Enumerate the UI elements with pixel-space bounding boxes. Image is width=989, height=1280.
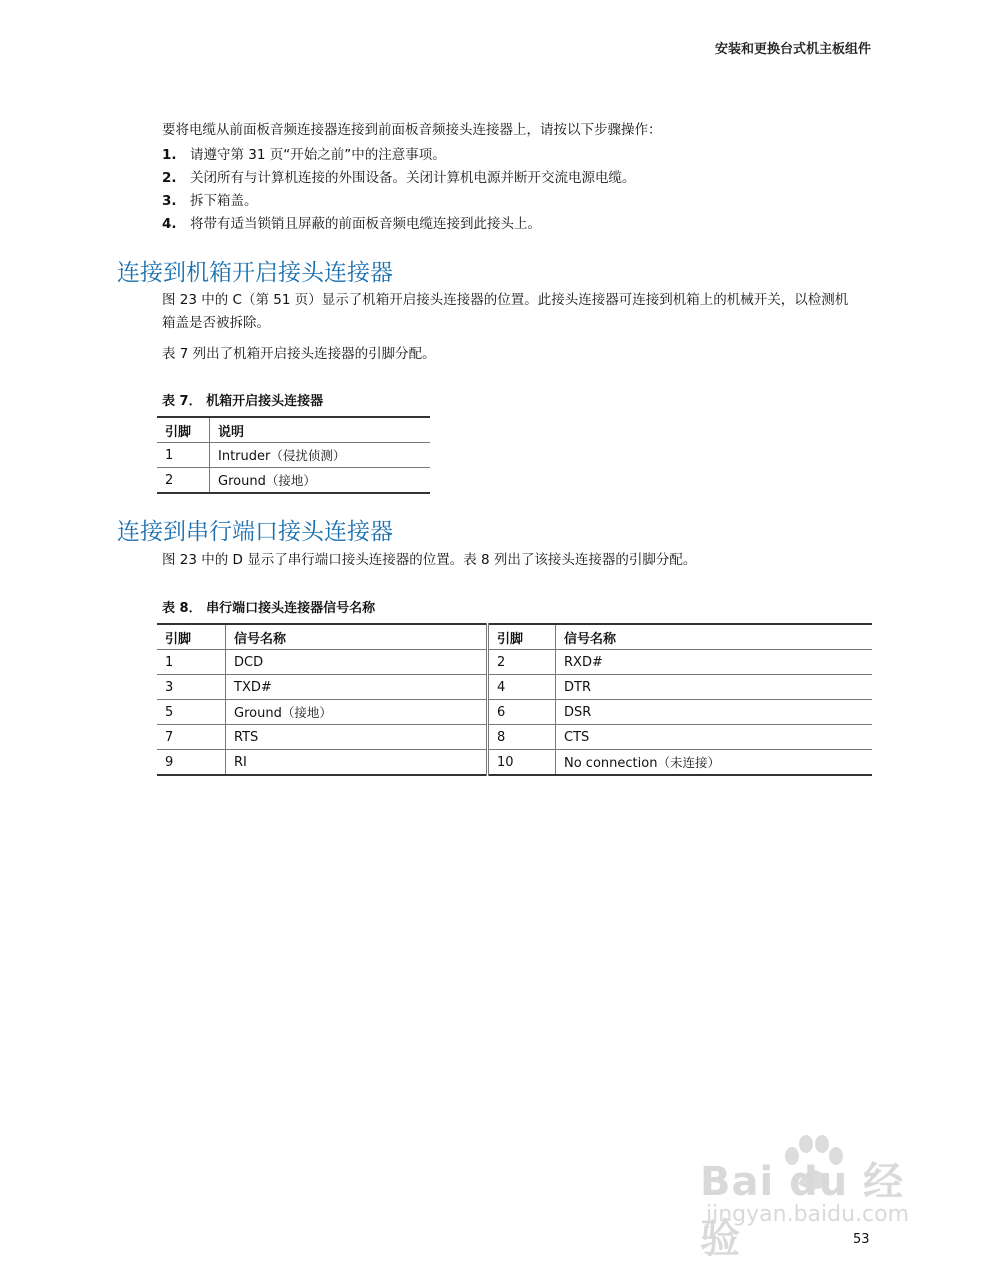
section-heading-chassis-intrusion: 连接到机箱开启接头连接器 (117, 260, 393, 286)
table7-caption: 表 7． 机箱开启接头连接器 (162, 394, 324, 409)
signal-text: No connection (564, 756, 658, 771)
description-cell (210, 468, 431, 494)
signal-cell (226, 675, 488, 700)
pin-cell: 1 (157, 443, 210, 468)
pin-cell: 8 (488, 725, 556, 750)
table8-caption: 表 8． 串行端口接头连接器信号名称 (162, 601, 376, 616)
signal-text: DCD (234, 655, 264, 670)
table-row (157, 700, 872, 725)
signal-cell (226, 700, 488, 725)
step-number: 4. (162, 216, 177, 232)
section1-paragraph: 图 23 中的 C（第 51 页）显示了机箱开启接头连接器的位置。此接头连接器可连接到机箱上的机械开关，以检测机箱盖是否被拆除。 (162, 292, 849, 331)
signal-cell (226, 725, 488, 750)
pin-cell: 9 (157, 750, 226, 776)
signal-text: RI (234, 755, 247, 770)
pin-cell: 1 (157, 650, 226, 675)
pin-cell: 2 (157, 468, 210, 494)
description-text: Intruder (218, 449, 271, 464)
step-number: 2. (162, 170, 177, 186)
table7-chassis-intrusion (157, 416, 430, 494)
step-text: 关闭所有与计算机连接的外围设备。关闭计算机电源并断开交流电源电缆。 (190, 170, 636, 186)
signal-text: RTS (234, 730, 259, 745)
description-cell (210, 443, 431, 468)
step-item (162, 213, 636, 236)
table-row (157, 750, 872, 776)
table-row (157, 675, 872, 700)
signal-note: （未连接） (657, 755, 720, 770)
page-number: 53 (853, 1232, 870, 1247)
signal-cell (226, 650, 488, 675)
section2-paragraph: 图 23 中的 D 显示了串行端口接头连接器的位置。表 8 列出了该接头连接器的引脚分配。 (162, 552, 697, 568)
steps-list (162, 144, 636, 236)
watermark-url: jingyan.baidu.com (706, 1202, 910, 1227)
table8-serial-port-signals (157, 623, 872, 776)
page-header: 安装和更换台式机主板组件 (714, 42, 871, 57)
step-item (162, 190, 636, 213)
signal-text: DSR (564, 705, 592, 720)
signal-cell (556, 750, 873, 776)
step-number: 3. (162, 193, 177, 209)
step-text: 将带有适当锁销且屏蔽的前面板音频电缆连接到此接头上。 (190, 216, 541, 232)
baidu-watermark (700, 1130, 940, 1262)
pin-cell: 4 (488, 675, 556, 700)
signal-cell (556, 675, 873, 700)
signal-cell (556, 725, 873, 750)
description-note: （侵扰侦测） (270, 448, 346, 463)
step-text: 请遵守第 31 页“开始之前”中的注意事项。 (190, 147, 446, 163)
intro-text: 要将电缆从前面板音频连接器连接到前面板音频接头连接器上，请按以下步骤操作： (162, 122, 662, 138)
description-text: Ground (218, 474, 266, 489)
column-header-signal-name: 信号名称 (226, 624, 488, 650)
pin-cell: 2 (488, 650, 556, 675)
step-text: 拆下箱盖。 (190, 193, 258, 209)
table-row (157, 443, 430, 468)
table-header-row (157, 417, 430, 443)
pin-cell: 6 (488, 700, 556, 725)
column-header-description: 说明 (210, 417, 431, 443)
description-note: （接地） (265, 473, 316, 488)
table-row (157, 468, 430, 494)
section-heading-serial-port: 连接到串行端口接头连接器 (117, 519, 393, 545)
pin-cell: 5 (157, 700, 226, 725)
signal-text: Ground (234, 706, 282, 721)
column-header-signal-name: 信号名称 (556, 624, 873, 650)
signal-cell (556, 650, 873, 675)
step-item (162, 144, 636, 167)
column-header-pin: 引脚 (488, 624, 556, 650)
signal-cell (226, 750, 488, 776)
signal-text: TXD# (234, 680, 272, 695)
signal-cell (556, 700, 873, 725)
section1-table-reference: 表 7 列出了机箱开启接头连接器的引脚分配。 (162, 346, 436, 362)
step-item (162, 167, 636, 190)
column-header-pin: 引脚 (157, 624, 226, 650)
watermark-main-text: Bai du 经验 (700, 1159, 905, 1262)
signal-text: CTS (564, 730, 590, 745)
table-row (157, 650, 872, 675)
column-header-pin: 引脚 (157, 417, 210, 443)
signal-text: DTR (564, 680, 591, 695)
table-row (157, 725, 872, 750)
signal-note: （接地） (281, 705, 332, 720)
pin-cell: 10 (488, 750, 556, 776)
pin-cell: 3 (157, 675, 226, 700)
step-number: 1. (162, 147, 177, 163)
table-header-row (157, 624, 872, 650)
signal-text: RXD# (564, 655, 603, 670)
pin-cell: 7 (157, 725, 226, 750)
